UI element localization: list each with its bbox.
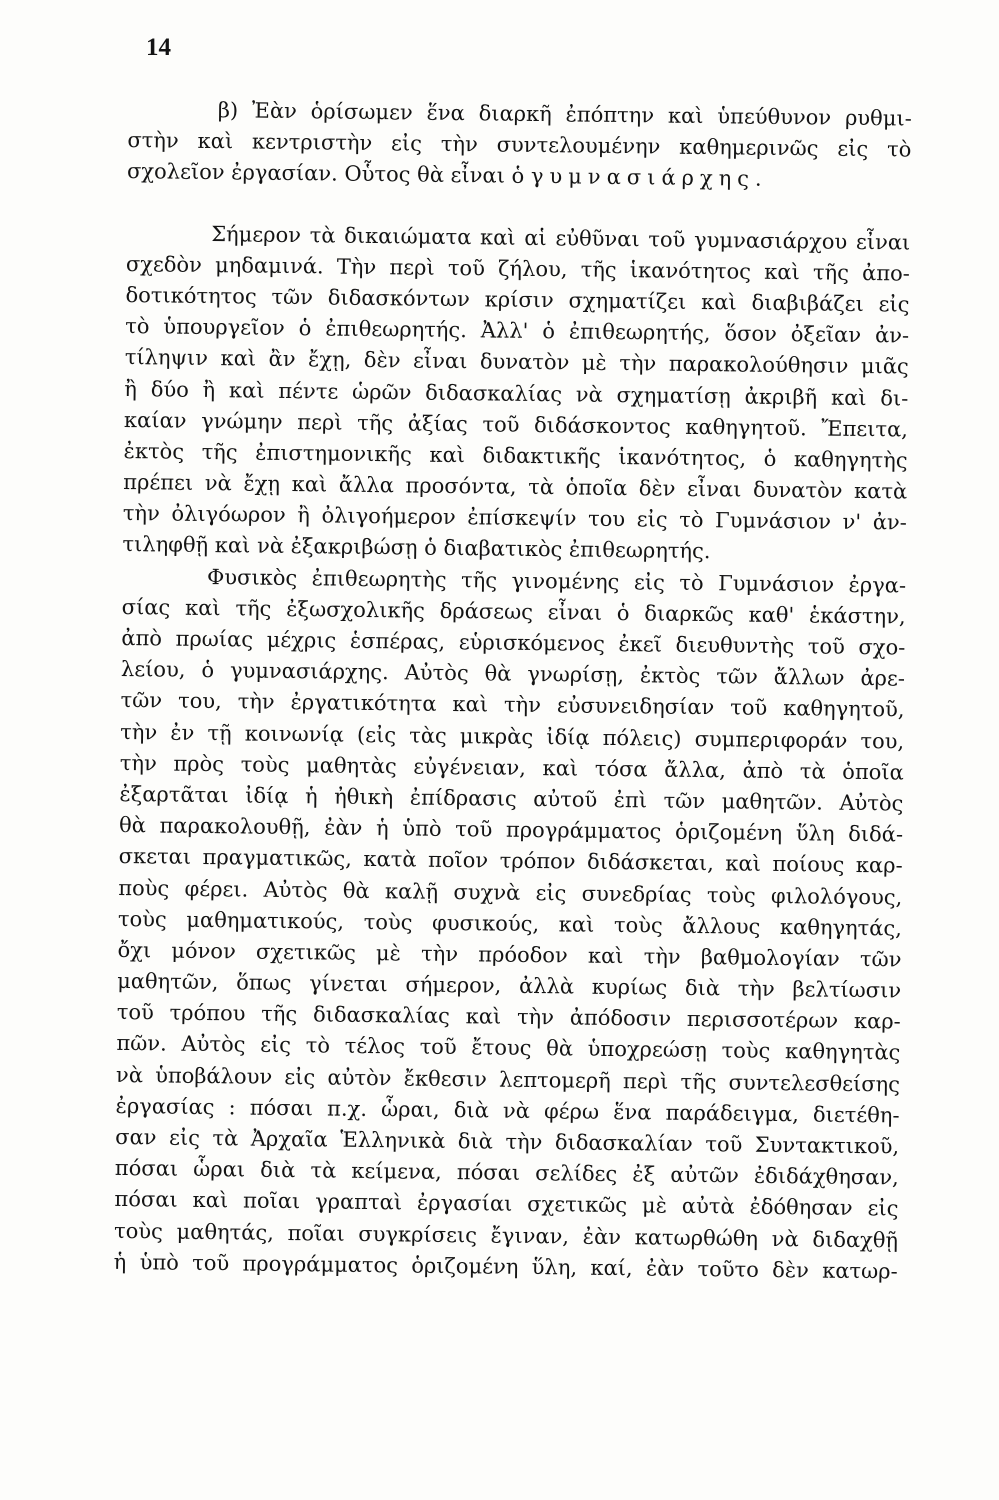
text-line: πρέπει νὰ ἔχῃ καὶ ἄλλα προσόντα, τὰ ὁποῖα δὲν εἶναι δυνατὸν κατὰ (123, 470, 908, 504)
text-line: πῶν. Αὐτὸς εἰς τὸ τέλος τοῦ ἔτους θὰ ὑποχρεώσῃ τοὺς καθηγητὰς (116, 1031, 901, 1065)
text-line: λείου, ὁ γυμνασιάρχης. Αὐτὸς θὰ γνωρίσῃ, ἐκτὸς τῶν ἄλλων ἀρε- (120, 657, 906, 691)
text-line: δοτικότητος τῶν διδασκόντων κρίσιν σχηματίζει καὶ διαβιβάζει εἰς (125, 282, 910, 317)
text-line: ἡ ὑπὸ τοῦ προγράμματος ὁριζομένη ὕλη, καί, ἐὰν τοῦτο δὲν κατωρ- (113, 1249, 898, 1284)
text-line: ἐξαρτᾶται ἰδίᾳ ἡ ἠθικὴ ἐπίδρασις αὐτοῦ ἐπὶ τῶν μαθητῶν. Αὐτὸς (119, 781, 904, 816)
text-line: τοὺς μαθητάς, ποῖαι συγκρίσεις ἔγιναν, ἐὰν κατωρθώθη νὰ διδαχθῇ (113, 1218, 899, 1253)
text-line: ἐκτὸς τῆς ἐπιστημονικῆς καὶ διδακτικῆς ἱκανότητος, ὁ καθηγητὴς (123, 438, 908, 473)
text-line: τιληφθῇ καὶ νὰ ἐξακριβώσῃ ὁ διαβατικὸς ἐπιθεωρητής. (122, 532, 711, 564)
text-line: τὴν ἐν τῇ κοινωνίᾳ (εἰς τὰς μικρὰς ἰδίᾳ πόλεις) συμπεριφοράν του, (120, 719, 905, 754)
text-line: τὸ ὑπουργεῖον ὁ ἐπιθεωρητής. Ἀλλ' ὁ ἐπιθεωρητής, ὅσον ὀξεῖαν ἀν- (125, 314, 910, 348)
text-line-start: σχολεῖον ἐργασίαν. Οὗτος θὰ εἶναι ὁ (126, 159, 525, 189)
text-line: τίληψιν καὶ ἂν ἔχῃ, δὲν εἶναι δυνατὸν μὲ τὴν παρακολούθησιν μιᾶς (124, 345, 909, 379)
text-line: Φυσικὸς ἐπιθεωρητὴς τῆς γινομένης εἰς τὸ Γυμνάσιον ἐργα- (206, 564, 907, 598)
text-line: ποὺς φέρει. Αὐτὸς θὰ καλῇ συχνὰ εἰς συνεδρίας τοὺς φιλολόγους, (118, 875, 903, 910)
text-line: σχεδὸν μηδαμινά. Τὴν περὶ τοῦ ζήλου, τῆς ἱκανότητος καὶ τῆς ἀπο- (125, 251, 911, 286)
text-line: καίαν γνώμην περὶ τῆς ἀξίας τοῦ διδάσκοντος καθηγητοῦ. Ἔπειτα, (123, 407, 909, 442)
text-line: θὰ παρακολουθῇ, ἐὰν ἡ ὑπὸ τοῦ προγράμματος ὁριζομένη ὕλη διδά- (118, 813, 904, 847)
text-line: στὴν καὶ κεντριστὴν εἰς τὴν συντελουμένην καθημερινῶς εἰς τὸ (127, 128, 912, 162)
text-line: τῶν του, τὴν ἐργατικότητα καὶ τὴν εὐσυνειδησίαν τοῦ καθηγητοῦ, (120, 688, 905, 722)
text-line: ὄχι μόνον σχετικῶς μὲ τὴν πρόοδον καὶ τὴν βαθμολογίαν τῶν (117, 937, 902, 972)
text-line: Σήμερον τὰ δικαιώματα καὶ αἱ εὐθῦναι τοῦ γυμνασιάρχου εἶναι (211, 221, 911, 255)
page-number: 14 (146, 34, 171, 61)
text-line: σκεται πραγματικῶς, κατὰ ποῖον τρόπον διδάσκεται, καὶ ποίους καρ- (118, 844, 903, 878)
text-line: νὰ ὑποβάλουν εἰς αὐτὸν ἔκθεσιν λεπτομερῆ περὶ τῆς συντελεσθείσης (115, 1062, 901, 1097)
emphasized-word: γυμνασιάρχης. (530, 164, 768, 192)
text-line: μαθητῶν, ὅπως γίνεται σήμερον, ἀλλὰ κυρίως διὰ τὴν βελτίωσιν (117, 968, 902, 1003)
text-line: τὴν ὀλιγόωρον ἢ ὀλιγοήμερον ἐπίσκεψίν του εἰς τὸ Γυμνάσιον ν' ἀν- (122, 501, 907, 535)
text-line: β) Ἐὰν ὁρίσωμεν ἕνα διαρκῆ ἐπόπτην καὶ ὑπεύθυνον ρυθμι- (217, 98, 912, 131)
text-line: σαν εἰς τὰ Ἀρχαῖα Ἑλληνικὰ διὰ τὴν διδασκαλίαν τοῦ Συντακτικοῦ, (115, 1124, 900, 1159)
main-paragraph (114, 218, 911, 1288)
text-line: πόσαι καὶ ποῖαι γραπταὶ ἐργασίαι σχετικῶς μὲ αὐτὰ ἐδόθησαν εἰς (114, 1187, 899, 1221)
text-line: σίας καὶ τῆς ἐξωσχολικῆς δράσεως εἶναι ὁ διαρκῶς καθ' ἑκάστην, (121, 594, 906, 629)
text-line: τὴν πρὸς τοὺς μαθητὰς εὐγένειαν, καὶ τόσα ἄλλα, ἀπὸ τὰ ὁποῖα (119, 750, 904, 785)
text-line: τοὺς μαθηματικούς, τοὺς φυσικούς, καὶ τοὺς ἄλλους καθηγητάς, (117, 906, 903, 941)
text-line: ἢ δύο ἢ καὶ πέντε ὡρῶν διδασκαλίας νὰ σχηματίσῃ ἀκριβῆ καὶ δι- (124, 376, 909, 411)
paragraph-b (127, 94, 912, 197)
text-line: τοῦ τρόπου τῆς διδασκαλίας καὶ τὴν ἀπόδοσιν περισσοτέρων καρ- (116, 1000, 901, 1034)
text-line: πόσαι ὧραι διὰ τὰ κείμενα, πόσαι σελίδες ἐξ αὐτῶν ἐδιδάχθησαν, (114, 1156, 899, 1190)
body-text (114, 94, 912, 1287)
text-line: ἀπὸ πρωίας μέχρις ἑσπέρας, εὑρισκόμενος ἐκεῖ διευθυντὴς τοῦ σχο- (121, 625, 906, 660)
text-line: ἐργασίας : πόσαι π.χ. ὧραι, διὰ νὰ φέρω ἕνα παράδειγμα, διετέθη- (115, 1093, 900, 1128)
